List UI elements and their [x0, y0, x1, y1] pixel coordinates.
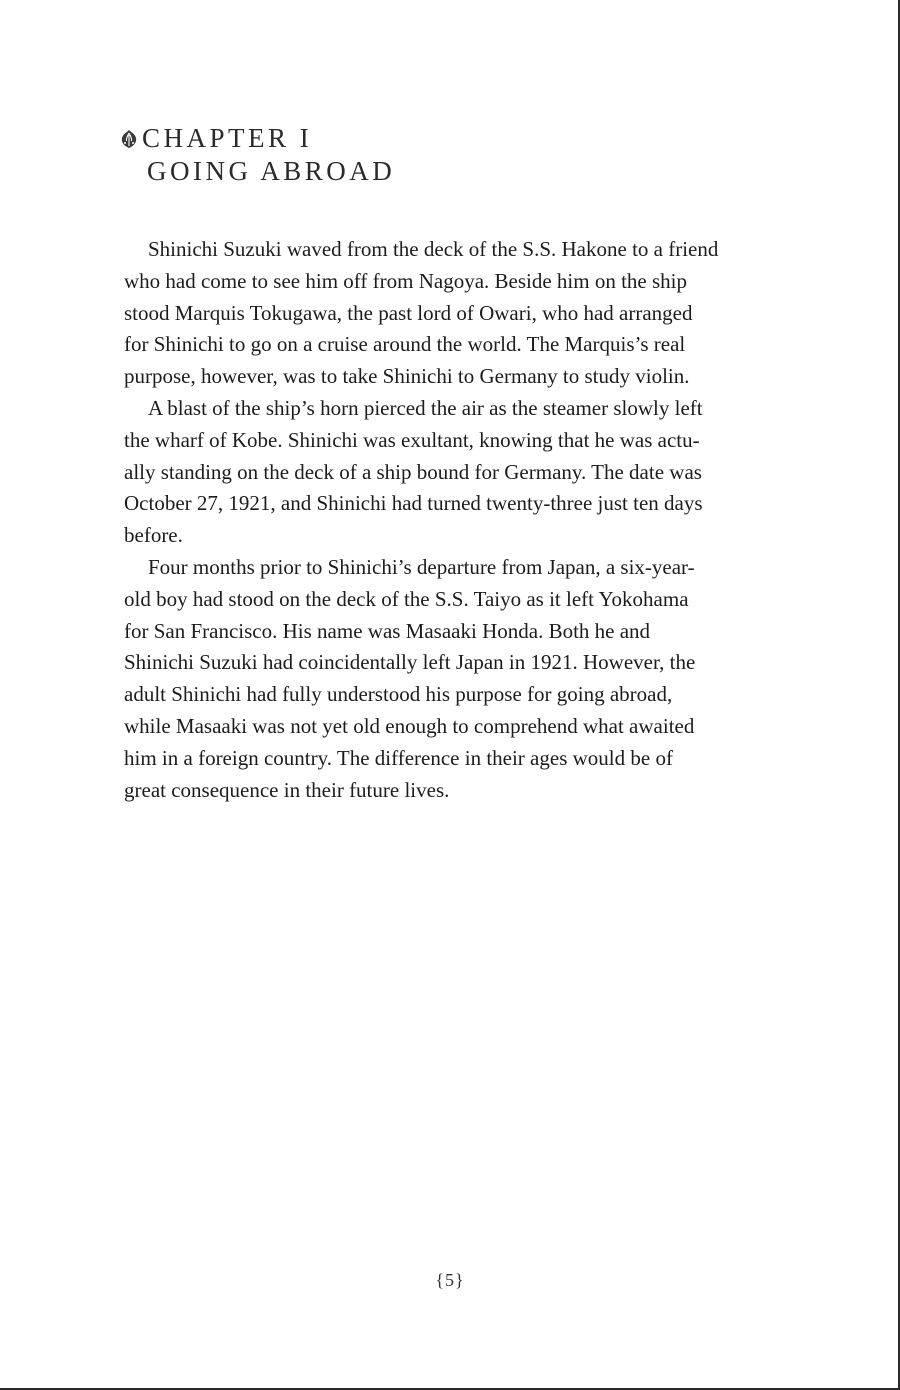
- paragraph: [124, 234, 776, 393]
- text-line: for San Francisco. His name was Masaaki Honda. Both he and: [124, 618, 651, 643]
- text-line: purpose, however, was to take Shinichi to Germany to study violin.: [124, 364, 690, 389]
- text-line: stood Marquis Tokugawa, the past lord of Owari, who had arranged: [124, 300, 693, 325]
- text-line: the wharf of Kobe. Shinichi was exultant, knowing that he was actu-: [124, 427, 700, 452]
- chapter-number-label: CHAPTER I: [142, 123, 313, 153]
- chapter-heading: [122, 122, 395, 188]
- text-line: Shinichi Suzuki waved from the deck of the S.S. Hakone to a friend: [148, 237, 719, 261]
- paragraph: [124, 552, 776, 806]
- fleuron-icon: [120, 122, 142, 149]
- chapter-title: GOING ABROAD: [147, 156, 396, 186]
- text-line: ally standing on the deck of a ship bound for Germany. The date was: [124, 459, 702, 484]
- text-line: Four months prior to Shinichi’s departure from Japan, a six-year-: [148, 554, 695, 579]
- text-line: before.: [124, 523, 183, 548]
- text-line: great consequence in their future lives.: [124, 777, 450, 802]
- page-number: {5}: [435, 1270, 465, 1290]
- text-line: him in a foreign country. The difference in their ages would be of: [124, 745, 673, 770]
- text-line: October 27, 1921, and Shinichi had turned twenty-three just ten days: [124, 491, 703, 516]
- text-line: old boy had stood on the deck of the S.S. Taiyo as it left Yokohama: [124, 586, 689, 611]
- text-line: A blast of the ship’s horn pierced the air as the steamer slowly left: [148, 395, 703, 420]
- text-line: who had come to see him off from Nagoya. Beside him on the ship: [124, 268, 688, 293]
- text-line: for Shinichi to go on a cruise around the world. The Marquis’s real: [124, 332, 686, 357]
- paragraph: [124, 393, 776, 552]
- chapter-heading-line1: [122, 122, 395, 155]
- text-line: while Masaaki was not yet old enough to comprehend what awaited: [124, 713, 695, 738]
- chapter-body: [124, 234, 776, 806]
- text-line: adult Shinichi had fully understood his purpose for going abroad,: [124, 682, 673, 707]
- text-line: Shinichi Suzuki had coincidentally left Japan in 1921. However, the: [124, 650, 696, 675]
